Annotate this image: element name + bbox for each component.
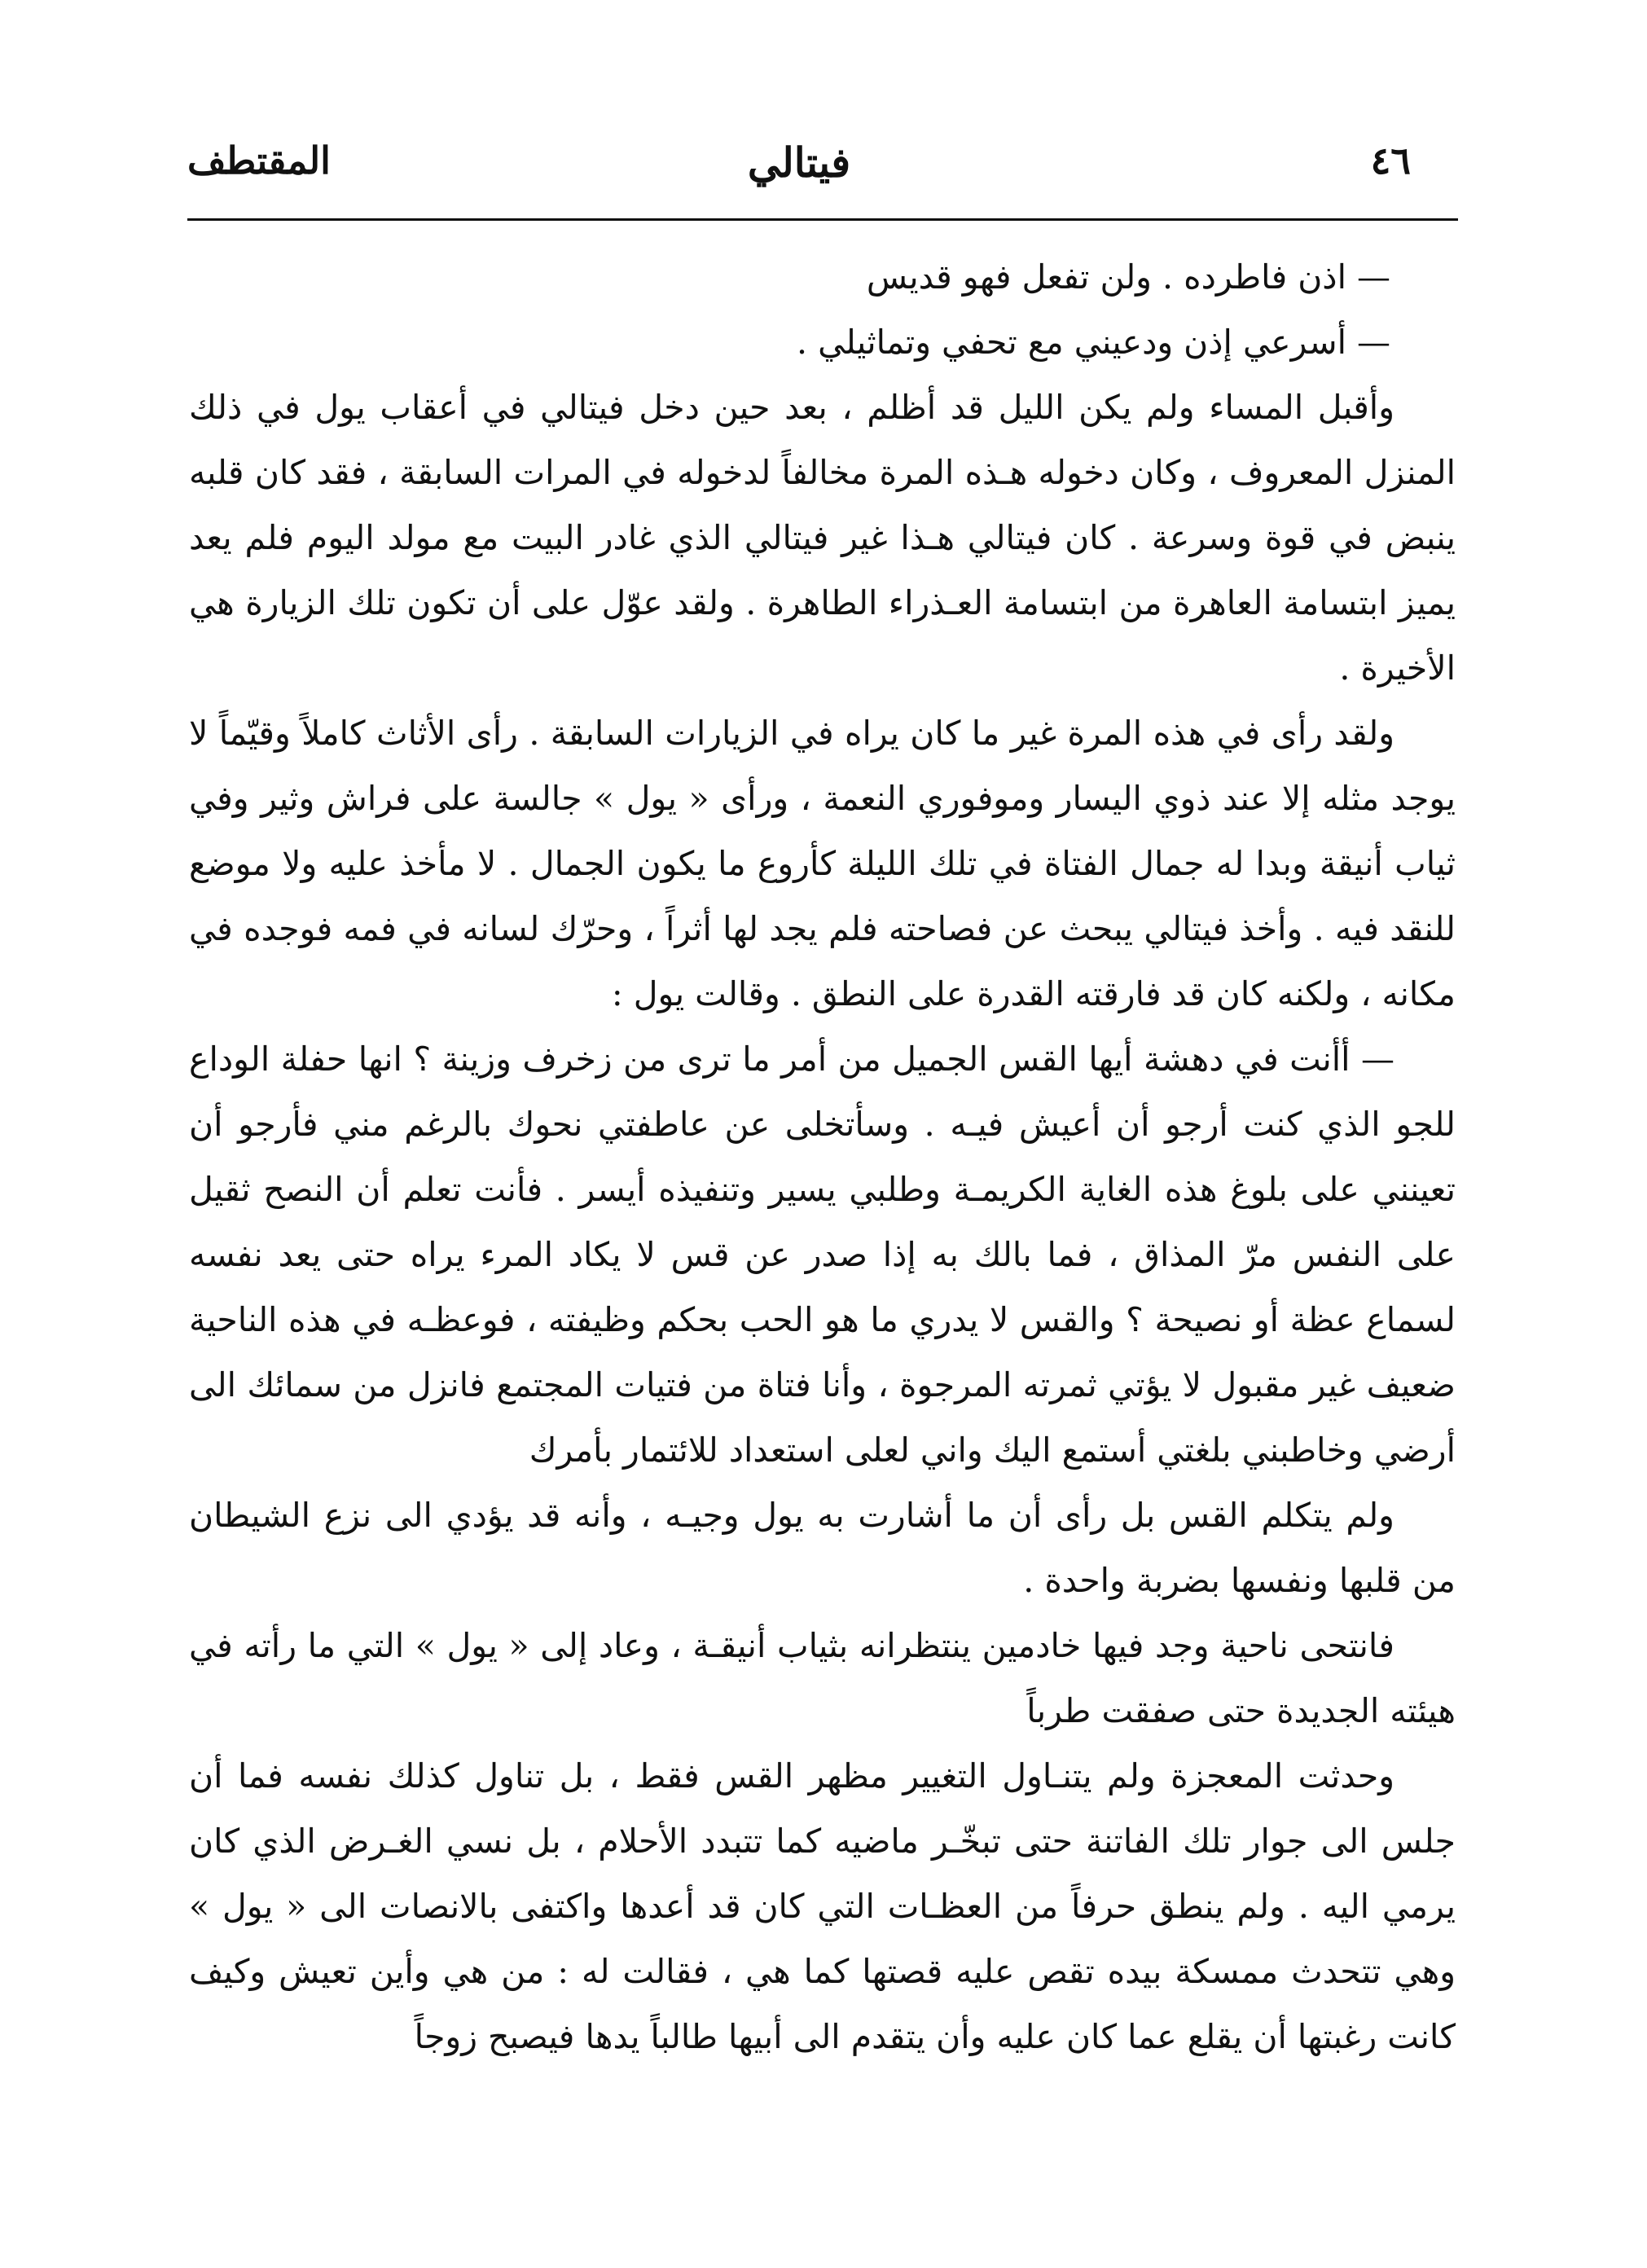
journal-name: المقتطف bbox=[187, 138, 331, 182]
paragraph: وحدثت المعجزة ولم يتنـاول التغيير مظهر القس فقط ، بل تناول كذلك نفسه فما أن جلس الى جوار تلك الفاتنة حتى تبخّـر ماضيه كما تتبدد الأحلام ، بل نسي الغـرض الذي كان يرمي اليه . ولم ينطق حرفاً من العظـات التي كان قد أعدها واكتفى بالانصات الى « يول » وهي تتحدث ممسكة بيده تقص عليه قصتها كما هي ، فقالت له : من هي وأين تعيش وكيف كانت رغبتها أن يقلع عما كان عليه وأن يتقدم الى أبيها طالباً يدها فيصبح زوجاً bbox=[189, 1756, 1456, 2056]
page-number: ٤٦ bbox=[1370, 138, 1411, 182]
paragraph: ولم يتكلم القس بل رأى أن ما أشارت به يول وجيـه ، وأنه قد يؤدي الى نزع الشيطان من قلبها ونفسها بضربة واحدة . bbox=[189, 1496, 1456, 1600]
page-header bbox=[187, 138, 1411, 204]
paragraph: وأقبل المساء ولم يكن الليل قد أظلم ، بعد حين دخل فيتالي في أعقاب يول في ذلك المنزل المعروف ، وكان دخوله هـذه المرة مخالفاً لدخوله في المرات السابقة ، فقد كان قلبه ينبض في قوة وسرعة . كان فيتالي هـذا غير فيتالي الذي غادر البيت مع مولد اليوم فلم يعد يميز ابتسامة العاهرة من ابتسامة العـذراء الطاهرة . ولقد عوّل على أن تكون تلك الزيارة هي الأخيرة . bbox=[189, 388, 1456, 688]
article-title: فيتالي bbox=[747, 138, 851, 187]
dialogue-line: — أسرعي إذن ودعيني مع تحفي وتماثيلي . bbox=[797, 323, 1390, 362]
article-body bbox=[189, 244, 1456, 2200]
dialogue-line: — اذن فاطرده . ولن تفعل فهو قديس bbox=[866, 257, 1390, 297]
header-rule bbox=[187, 218, 1458, 221]
paragraph: فانتحى ناحية وجد فيها خادمين ينتظرانه بثياب أنيقـة ، وعاد إلى « يول » التي ما رأته في هيئته الجديدة حتى صفقت طرباً bbox=[189, 1626, 1456, 1730]
paragraph: ولقد رأى في هذه المرة غير ما كان يراه في الزيارات السابقة . رأى الأثاث كاملاً وقيّماً لا يوجد مثله إلا عند ذوي اليسار وموفوري النعمة ، ورأى « يول » جالسة على فراش وثير وفي ثياب أنيقة وبدا له جمال الفتاة في تلك الليلة كأروع ما يكون الجمال . لا مأخذ عليه ولا موضع للنقد فيه . وأخذ فيتالي يبحث عن فصاحته فلم يجد لها أثراً ، وحرّك لسانه في فمه فوجده في مكانه ، ولكنه كان قد فارقته القدرة على النطق . وقالت يول : bbox=[189, 714, 1456, 1013]
paragraph: — أأنت في دهشة أيها القس الجميل من أمر ما ترى من زخرف وزينة ؟ انها حفلة الوداع للجو الذي كنت أرجو أن أعيش فيـه . وسأتخلى عن عاطفتي نحوك بالرغم مني فأرجو أن تعينني على بلوغ هذه الغاية الكريمـة وطلبي يسير وتنفيذه أيسر . فأنت تعلم أن النصح ثقيل على النفس مرّ المذاق ، فما بالك به إذا صدر عن قس لا يكاد المرء يراه حتى يعد نفسه لسماع عظة أو نصيحة ؟ والقس لا يدري ما هو الحب بحكم وظيفته ، فوعظـه في هذه الناحية ضعيف غير مقبول لا يؤتي ثمرته المرجوة ، وأنا فتاة من فتيات المجتمع فانزل من سمائك الى أرضي وخاطبني بلغتي أستمع اليك واني لعلى استعداد للائتمار بأمرك bbox=[189, 1040, 1456, 1470]
